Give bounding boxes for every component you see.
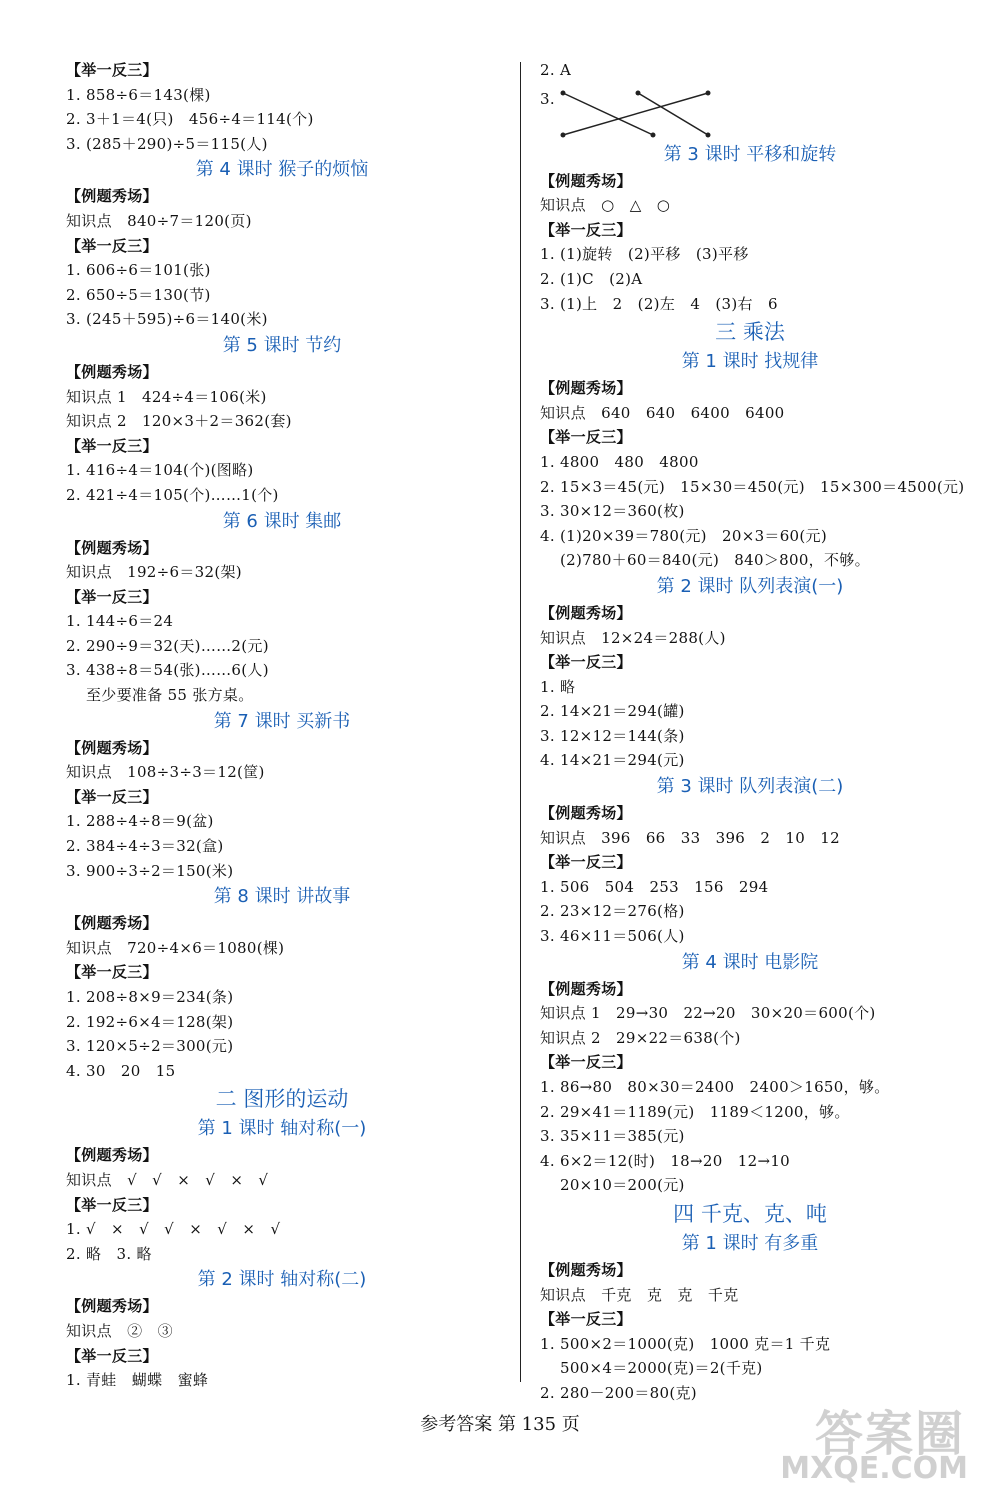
- section-header: 【例题秀场】: [66, 1297, 158, 1316]
- section-header: 【例题秀场】: [66, 914, 158, 933]
- section-header: 【例题秀场】: [66, 362, 158, 381]
- answer-line: 知识点 √ √ × √ × √: [66, 1170, 269, 1189]
- answer-line: 2. 421÷4＝105(个)……1(个): [66, 485, 279, 504]
- answer-line: 知识点 1 29→30 22→20 30×20＝600(个): [540, 1004, 876, 1023]
- section-header: 【例题秀场】: [540, 171, 632, 190]
- answer-line: 2. 280－200＝80(克): [540, 1383, 697, 1402]
- answer-line: 1. 858÷6＝143(棵): [66, 85, 211, 104]
- section-header: 【举一反三】: [540, 653, 632, 672]
- answer-line: 3. 900÷3÷2＝150(米): [66, 861, 234, 880]
- lesson-title: 第 1 课时 轴对称(一): [197, 1118, 367, 1140]
- section-header: 【举一反三】: [540, 853, 632, 872]
- answer-line: 知识点 108÷3÷3＝12(筐): [66, 763, 265, 782]
- section-header: 【例题秀场】: [540, 379, 632, 398]
- lesson-title: 第 2 课时 队列表演(一): [656, 575, 844, 597]
- section-header: 【举一反三】: [540, 220, 632, 239]
- section-header: 【例题秀场】: [66, 538, 158, 557]
- answer-line: 3. (245＋595)÷6＝140(米): [66, 310, 268, 329]
- chapter-title: 三 乘法: [715, 320, 785, 345]
- answer-line: 1. 500×2＝1000(克) 1000 克＝1 千克: [540, 1334, 831, 1353]
- lesson-title: 第 4 课时 猴子的烦恼: [195, 159, 369, 181]
- answer-line: 2. 14×21＝294(罐): [540, 702, 685, 721]
- section-header: 【举一反三】: [540, 1310, 632, 1329]
- section-header: 【举一反三】: [66, 236, 158, 255]
- answer-line: 4. (1)20×39＝780(元) 20×3＝60(元): [540, 526, 827, 545]
- answer-line: 3. (1)上 2 (2)左 4 (3)右 6: [540, 294, 778, 313]
- section-header: 【举一反三】: [66, 61, 158, 79]
- left-column: [66, 58, 498, 1393]
- answer-line: 知识点 ○ △ ○: [540, 196, 671, 215]
- lesson-title: 第 3 课时 平移和旋转: [663, 143, 837, 165]
- matching-figure: [540, 83, 960, 141]
- section-header: 【举一反三】: [66, 963, 158, 982]
- connector-dot: [706, 132, 711, 137]
- watermark-logo: 答案圈: [814, 1406, 965, 1462]
- lesson-title: 第 8 课时 讲故事: [213, 886, 351, 908]
- answer-line: 1. (1)旋转 (2)平移 (3)平移: [540, 245, 749, 264]
- answer-line: 1. 606÷6＝101(张): [66, 261, 211, 280]
- answer-line: 3.: [540, 89, 555, 108]
- watermark-url: MXQE.COM: [780, 1451, 968, 1486]
- answer-line: (2)780＋60＝840(元) 840＞800，不够。: [560, 551, 870, 570]
- section-header: 【举一反三】: [540, 428, 632, 447]
- section-header: 【例题秀场】: [540, 979, 632, 998]
- answer-line: 1. 青蛙 蝴蝶 蜜蜂: [66, 1371, 209, 1390]
- answer-line: 2. 15×3＝45(元) 15×30＝450(元) 15×300＝4500(元): [540, 477, 965, 496]
- answer-line: 500×4＝2000(克)＝2(千克): [560, 1359, 763, 1378]
- answer-line: 2. 29×41＝1189(元) 1189＜1200，够。: [540, 1102, 850, 1121]
- answer-line: 3. 12×12＝144(条): [540, 726, 685, 745]
- answer-line: 3. 30×12＝360(枚): [540, 502, 685, 521]
- answer-line: 1. 4800 480 4800: [540, 452, 699, 471]
- connector-dot: [561, 132, 566, 137]
- section-header: 【举一反三】: [66, 587, 158, 606]
- section-header: 【举一反三】: [66, 1195, 158, 1214]
- answer-line: 至少要准备 55 张方桌。: [86, 686, 254, 705]
- answer-line: 知识点 720÷4×6＝1080(棵): [66, 938, 285, 957]
- section-header: 【举一反三】: [66, 787, 158, 806]
- answer-line: 2. 3＋1＝4(只) 456÷4＝114(个): [66, 110, 314, 129]
- answer-line: 1. 288÷4÷8＝9(盆): [66, 812, 214, 831]
- answer-line: 知识点 640 640 6400 6400: [540, 403, 785, 422]
- lesson-title: 第 7 课时 买新书: [213, 710, 351, 732]
- answer-line: 2. 384÷4÷3＝32(盒): [66, 837, 224, 856]
- answer-line: 1. 略: [540, 677, 576, 696]
- answer-line: 知识点 12×24＝288(人): [540, 628, 726, 647]
- matching-lines: [558, 83, 718, 141]
- answer-line: 知识点 396 66 33 396 2 10 12: [540, 828, 840, 847]
- section-header: 【例题秀场】: [66, 1146, 158, 1165]
- answer-line: 1. 416÷4＝104(个)(图略): [66, 461, 254, 480]
- answer-line: 3. 120×5÷2＝300(元): [66, 1037, 234, 1056]
- lesson-title: 第 5 课时 节约: [222, 334, 342, 356]
- lesson-title: 第 1 课时 找规律: [681, 351, 819, 373]
- answer-line: 2. 略 3. 略: [66, 1244, 152, 1263]
- connector-line: [638, 93, 708, 135]
- lesson-title: 第 4 课时 电影院: [681, 951, 819, 973]
- answer-line: 知识点 840÷7＝120(页): [66, 211, 252, 230]
- section-header: 【例题秀场】: [540, 603, 632, 622]
- answer-line: 3. 438÷8＝54(张)……6(人): [66, 661, 269, 680]
- answer-line: 2. A: [540, 61, 572, 79]
- answer-line: 3. 46×11＝506(人): [540, 927, 685, 946]
- connector-line: [563, 93, 653, 135]
- answer-line: 3. (285＋290)÷5＝115(人): [66, 134, 268, 153]
- section-header: 【例题秀场】: [66, 738, 158, 757]
- section-header: 【例题秀场】: [540, 1260, 632, 1279]
- lesson-title: 第 6 课时 集邮: [222, 510, 342, 532]
- answer-line: 3. 35×11＝385(元): [540, 1127, 685, 1146]
- answer-line: 1. √ × √ √ × √ × √: [66, 1220, 281, 1239]
- connector-dot: [651, 132, 656, 137]
- answer-line: 4. 14×21＝294(元): [540, 751, 685, 770]
- answer-line: 1. 506 504 253 156 294: [540, 877, 769, 896]
- answer-line: 2. (1)C (2)A: [540, 269, 643, 288]
- answer-line: 知识点 ② ③: [66, 1321, 173, 1340]
- lesson-title: 第 3 课时 队列表演(二): [656, 776, 844, 798]
- answer-line: 1. 144÷6＝24: [66, 612, 174, 631]
- section-header: 【例题秀场】: [66, 187, 158, 206]
- answer-line: 1. 86→80 80×30＝2400 2400＞1650，够。: [540, 1078, 890, 1096]
- answer-line: 4. 6×2＝12(时) 18→20 12→10: [540, 1151, 791, 1170]
- column-divider: [520, 62, 521, 1382]
- answer-line: 20×10＝200(元): [560, 1176, 685, 1195]
- answer-line: 4. 30 20 15: [66, 1061, 176, 1080]
- answer-line: 2. 23×12＝276(格): [540, 902, 685, 921]
- answer-line: 2. 192÷6×4＝128(架): [66, 1012, 234, 1031]
- right-column: [540, 58, 965, 1406]
- answer-line: 知识点 192÷6＝32(架): [66, 563, 242, 582]
- answer-line: 知识点 2 29×22＝638(个): [540, 1028, 741, 1047]
- section-header: 【举一反三】: [66, 1346, 158, 1365]
- lesson-title: 第 1 课时 有多重: [681, 1232, 819, 1254]
- connector-dot: [636, 90, 641, 95]
- answer-line: 2. 650÷5＝130(节): [66, 285, 211, 304]
- answer-line: 知识点 2 120×3＋2＝362(套): [66, 412, 292, 431]
- chapter-title: 二 图形的运动: [215, 1087, 349, 1112]
- connector-dot: [706, 90, 711, 95]
- chapter-title: 四 千克、克、吨: [673, 1201, 827, 1226]
- section-header: 【例题秀场】: [540, 804, 632, 823]
- lesson-title: 第 2 课时 轴对称(二): [197, 1269, 367, 1291]
- connector-line: [563, 93, 708, 135]
- answer-line: 1. 208÷8×9＝234(条): [66, 988, 234, 1006]
- page-footer: 参考答案 第 135 页: [420, 1414, 580, 1435]
- section-header: 【举一反三】: [540, 1053, 632, 1072]
- answer-line: 2. 290÷9＝32(天)……2(元): [66, 636, 269, 655]
- section-header: 【举一反三】: [66, 436, 158, 455]
- answer-line: 知识点 1 424÷4＝106(米): [66, 387, 267, 406]
- connector-dot: [561, 90, 566, 95]
- answer-line: 知识点 千克 克 克 千克: [540, 1285, 739, 1304]
